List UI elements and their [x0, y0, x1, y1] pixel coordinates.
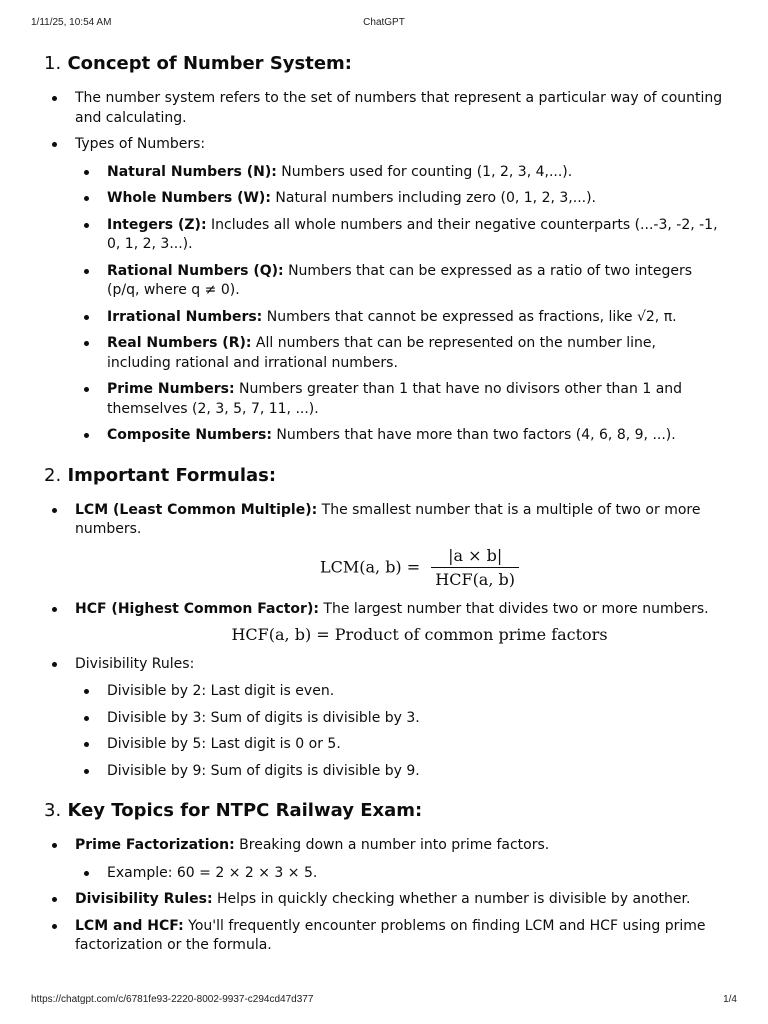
types-list	[75, 163, 724, 446]
list-item	[44, 501, 724, 590]
term: Rational Numbers (Q):	[107, 262, 284, 279]
formula-fraction	[431, 546, 519, 590]
page-url[interactable]: https://chatgpt.com/c/6781fe93-2220-8002-9937-c294cd47d377	[31, 994, 314, 1005]
bullet-icon	[84, 196, 89, 201]
term: LCM and HCF:	[75, 917, 184, 934]
term: Integers (Z):	[107, 216, 207, 233]
term-desc: Includes all whole numbers and their negative counterparts (...-3, -2, -1, 0, 1, 2, 3...).	[107, 216, 718, 252]
term-desc: All numbers that can be represented on the number line, including rational and irrational numbers.	[107, 335, 656, 371]
term-desc: Breaking down a number into prime factors.	[234, 837, 550, 853]
list-item	[75, 163, 724, 183]
term: LCM (Least Common Multiple):	[75, 501, 318, 518]
list-item	[44, 917, 724, 956]
bullet-icon	[84, 769, 89, 774]
list-item	[44, 600, 724, 645]
term: Prime Factorization:	[75, 837, 235, 853]
section-heading-3	[44, 799, 724, 823]
rule-text: Divisible by 3: Sum of digits is divisible by 3.	[107, 709, 420, 726]
list-item	[44, 890, 724, 910]
list-item	[75, 682, 724, 702]
fraction-denominator: HCF(a, b)	[435, 570, 515, 589]
list-item	[75, 334, 724, 373]
print-footer	[0, 994, 768, 1008]
list-item	[75, 216, 724, 255]
section-number: 1.	[44, 53, 62, 74]
page-number: 1/4	[723, 994, 737, 1005]
bullet-icon	[52, 96, 57, 101]
list-item	[75, 426, 724, 446]
bullet-icon	[84, 341, 89, 346]
bullet-icon	[84, 433, 89, 438]
print-date: 1/11/25, 10:54 AM	[31, 17, 112, 28]
section-1-list	[44, 89, 724, 446]
section-number: 3.	[44, 800, 62, 821]
term-desc: Numbers that have more than two factors (4, 6, 8, 9, ...).	[271, 427, 676, 443]
section-heading-2	[44, 464, 724, 488]
bullet-icon	[84, 170, 89, 175]
bullet-icon	[52, 142, 57, 147]
section-title: Key Topics for NTPC Railway Exam:	[67, 800, 423, 821]
document-content	[44, 52, 724, 963]
section-2-list	[44, 501, 724, 782]
bullet-icon	[52, 662, 57, 667]
list-item	[44, 836, 724, 883]
term-desc: The largest number that divides two or more numbers.	[318, 600, 709, 617]
divisibility-label: Divisibility Rules:	[75, 655, 195, 672]
list-item	[75, 864, 724, 884]
types-label: Types of Numbers:	[75, 136, 206, 152]
bullet-icon	[84, 315, 89, 320]
list-item	[75, 735, 724, 755]
divisibility-list	[75, 682, 724, 781]
rule-text: Divisible by 9: Sum of digits is divisible by 9.	[107, 762, 420, 779]
term: Divisibility Rules:	[75, 891, 213, 907]
rule-text: Divisible by 2: Last digit is even.	[107, 683, 335, 699]
bullet-icon	[52, 508, 57, 513]
example-text: Example: 60 = 2 × 2 × 3 × 5.	[107, 864, 318, 881]
term: Irrational Numbers:	[107, 308, 263, 325]
list-item	[44, 135, 724, 446]
term: Prime Numbers:	[107, 381, 235, 397]
list-item	[75, 709, 724, 729]
formula-lhs: LCM(a, b) =	[319, 557, 421, 576]
intro-text: The number system refers to the set of numbers that represent a particular way of counting and calculating.	[75, 90, 723, 126]
term: Natural Numbers (N):	[107, 163, 277, 180]
term-desc: Numbers that can be expressed as a ratio of two integers (p/q, where q ≠ 0).	[107, 262, 693, 298]
list-item	[75, 262, 724, 301]
bullet-icon	[84, 223, 89, 228]
list-item	[75, 189, 724, 209]
bullet-icon	[84, 742, 89, 747]
print-title: ChatGPT	[363, 17, 405, 28]
term: Real Numbers (R):	[107, 335, 252, 351]
bullet-icon	[52, 897, 57, 902]
bullet-icon	[52, 924, 57, 929]
term: Whole Numbers (W):	[107, 190, 271, 206]
term: HCF (Highest Common Factor):	[75, 600, 319, 617]
lcm-formula	[75, 546, 724, 590]
term-desc: The smallest number that is a multiple of two or more numbers.	[75, 501, 701, 537]
term-desc: Natural numbers including zero (0, 1, 2, 3,...).	[270, 190, 596, 206]
hcf-formula: HCF(a, b) = Product of common prime factors	[231, 625, 608, 644]
list-item	[44, 89, 724, 128]
bullet-icon	[84, 716, 89, 721]
term: Composite Numbers:	[107, 427, 272, 443]
list-item	[44, 655, 724, 782]
example-list	[75, 864, 724, 884]
term-desc: Numbers that cannot be expressed as fractions, like √2, π.	[262, 308, 677, 325]
bullet-icon	[52, 607, 57, 612]
fraction-numerator: |a × b|	[431, 546, 519, 569]
bullet-icon	[84, 871, 89, 876]
bullet-icon	[84, 689, 89, 694]
bullet-icon	[52, 843, 57, 848]
bullet-icon	[84, 269, 89, 274]
bullet-icon	[84, 387, 89, 392]
term-desc: You'll frequently encounter problems on finding LCM and HCF using prime factorization or the formula.	[75, 917, 706, 953]
list-item	[75, 762, 724, 782]
section-title: Concept of Number System:	[67, 53, 353, 74]
section-heading-1	[44, 52, 724, 76]
term-desc: Helps in quickly checking whether a number is divisible by another.	[212, 891, 691, 907]
section-title: Important Formulas:	[67, 464, 277, 486]
list-item	[75, 308, 724, 328]
list-item	[75, 380, 724, 419]
section-number: 2.	[44, 464, 62, 486]
print-header	[0, 17, 768, 31]
rule-text: Divisible by 5: Last digit is 0 or 5.	[107, 736, 341, 752]
term-desc: Numbers greater than 1 that have no divisors other than 1 and themselves (2, 3, 5, 7, 11, ...).	[107, 381, 683, 417]
term-desc: Numbers used for counting (1, 2, 3, 4,...).	[276, 163, 573, 180]
section-3-list	[44, 836, 724, 956]
